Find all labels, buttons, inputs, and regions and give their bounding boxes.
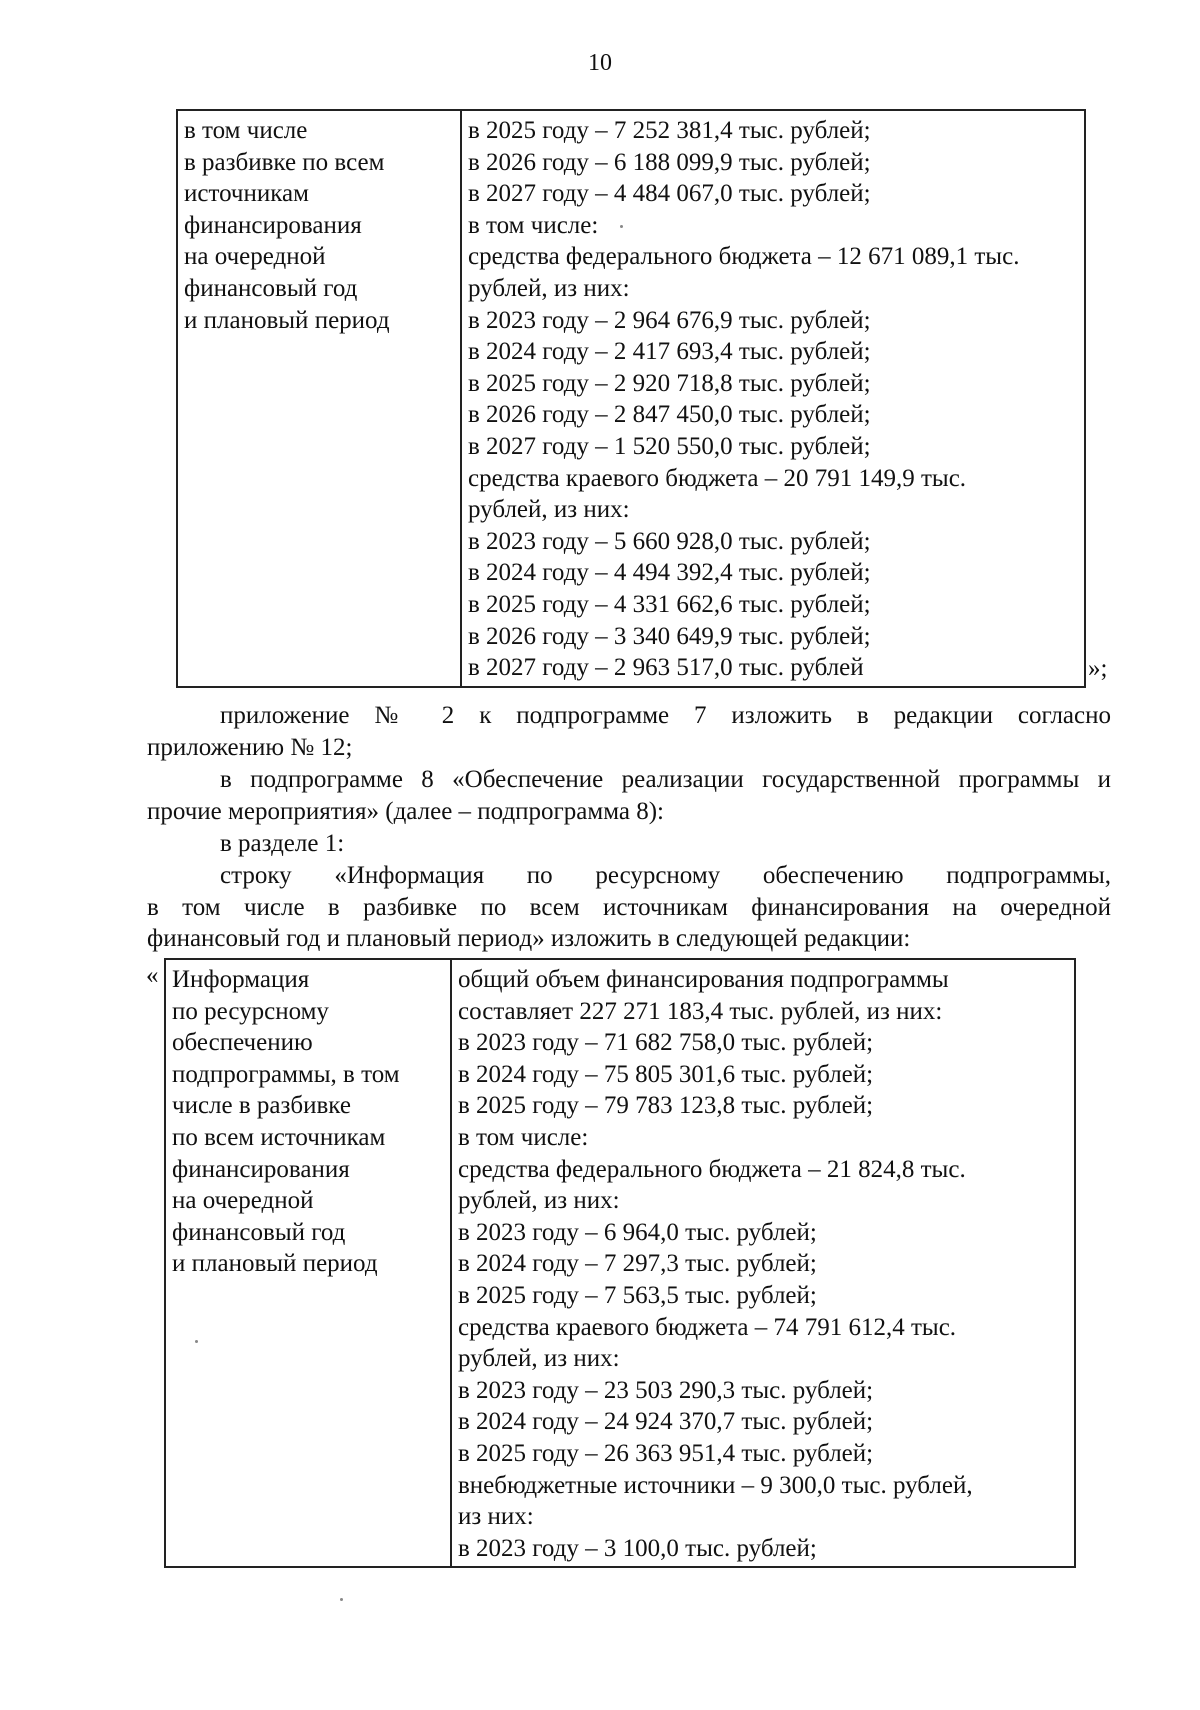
table-line: в 2023 году – 71 682 758,0 тыс. рублей; [458,1029,874,1057]
table-line: в 2023 году – 5 660 928,0 тыс. рублей; [468,527,871,555]
table-line: числе в разбивке [172,1092,351,1120]
table-line: в том числе: [468,211,599,239]
scan-speck [620,225,623,228]
table-line: на очередной [184,243,326,271]
table-line: в 2027 году – 1 520 550,0 тыс. рублей; [468,432,871,460]
table-line: общий объем финансирования подпрограммы [458,966,949,993]
paragraph-row-replacement [147,860,1111,955]
table-line: в 2024 году – 4 494 392,4 тыс. рублей; [468,559,871,587]
table-line: в 2024 году – 2 417 693,4 тыс. рублей; [468,338,871,366]
table1-left-cell [177,110,461,687]
table-line: средства федерального бюджета – 12 671 089,1 тыс. [468,243,1020,271]
paragraph-line: прочие мероприятия» (далее – подпрограмма 8): [147,797,664,825]
closing-quote: »; [1088,655,1108,682]
table-line: рублей, из них: [468,274,630,302]
table-line: в 2023 году – 2 964 676,9 тыс. рублей; [468,306,871,334]
paragraph-line: финансовый год и плановый период» изложить в следующей редакции: [147,925,911,953]
table-line: в 2023 году – 23 503 290,3 тыс. рублей; [458,1376,874,1404]
table-line: по ресурсному [172,997,329,1025]
table-line: в 2025 году – 7 252 381,4 тыс. рублей; [468,117,871,144]
table-line: на очередной [172,1187,314,1215]
paragraph-line: приложению № 12; [147,733,353,761]
table-line: в 2025 году – 7 563,5 тыс. рублей; [458,1281,817,1309]
table-line: подпрограммы, в том [172,1060,400,1088]
table-line: рублей, из них: [458,1345,620,1373]
table-line: обеспечению [172,1029,313,1057]
table-line: в 2024 году – 75 805 301,6 тыс. рублей; [458,1060,874,1088]
table-line: финансирования [184,211,362,239]
table-line: в 2025 году – 26 363 951,4 тыс. рублей; [458,1439,874,1467]
table-line: финансовый год [172,1218,346,1246]
paragraph-section-1 [147,828,1111,860]
table-line: по всем источникам [172,1123,386,1151]
table-line: в 2026 году – 3 340 649,9 тыс. рублей; [468,622,871,650]
paragraph-line: в подпрограмме 8 «Обеспечение реализации государственной программы и [220,766,1111,793]
table-line: в 2027 году – 2 963 517,0 тыс. рублей [468,654,864,682]
table-line: в том числе [184,117,308,144]
table-line: в 2025 году – 2 920 718,8 тыс. рублей; [468,369,871,397]
paragraph-appendix-2 [147,700,1111,763]
table-line: финансирования [172,1155,350,1183]
table1-right-cell [461,110,1085,687]
table-line: в том числе: [458,1123,589,1151]
table-line: в 2025 году – 79 783 123,8 тыс. рублей; [458,1092,874,1120]
table-line: в 2023 году – 6 964,0 тыс. рублей; [458,1218,817,1246]
table-line: в разбивке по всем [184,148,385,176]
table-line: рублей, из них: [468,496,630,524]
paragraph-subprogram-8 [147,764,1111,827]
table-line: и плановый период [172,1250,378,1278]
table-line: внебюджетные источники – 9 300,0 тыс. рублей, [458,1471,973,1499]
table-line: в 2023 году – 3 100,0 тыс. рублей; [458,1534,817,1562]
table-line: средства краевого бюджета – 20 791 149,9 тыс. [468,464,967,492]
table-line: в 2024 году – 7 297,3 тыс. рублей; [458,1250,817,1278]
scan-speck [195,1340,198,1343]
scan-speck [340,1598,343,1601]
table-line: в 2025 году – 4 331 662,6 тыс. рублей; [468,590,871,618]
resource-table-subprogram-8 [164,958,1076,1568]
table-line: в 2026 году – 6 188 099,9 тыс. рублей; [468,148,871,176]
paragraph-line: в том числе в разбивке по всем источникам финансирования на очередной [147,893,1111,921]
table-line: средства федерального бюджета – 21 824,8 тыс. [458,1155,966,1183]
table-line: в 2027 году – 4 484 067,0 тыс. рублей; [468,180,871,208]
table-line: Информация [172,966,310,993]
paragraph-line: строку «Информация по ресурсному обеспечению подпрограммы, [220,862,1111,889]
table-line: финансовый год [184,274,358,302]
paragraph-line: в разделе 1: [220,830,345,857]
table-line: в 2026 году – 2 847 450,0 тыс. рублей; [468,401,871,429]
paragraph-line: приложение № 2 к подпрограмме 7 изложить в редакции согласно [220,702,1111,729]
opening-quote: « [146,962,159,989]
table-line: источникам [184,180,309,208]
table2-left-cell [165,959,451,1567]
table-line: и плановый период [184,306,390,334]
resource-table-subprogram-7 [176,109,1086,688]
table-line: составляет 227 271 183,4 тыс. рублей, из них: [458,997,943,1025]
table-line: в 2024 году – 24 924 370,7 тыс. рублей; [458,1408,874,1436]
table-line: из них: [458,1503,534,1531]
page-number: 10 [588,50,612,76]
table-line: средства краевого бюджета – 74 791 612,4 тыс. [458,1313,957,1341]
table2-right-cell [451,959,1075,1567]
table-line: рублей, из них: [458,1187,620,1215]
